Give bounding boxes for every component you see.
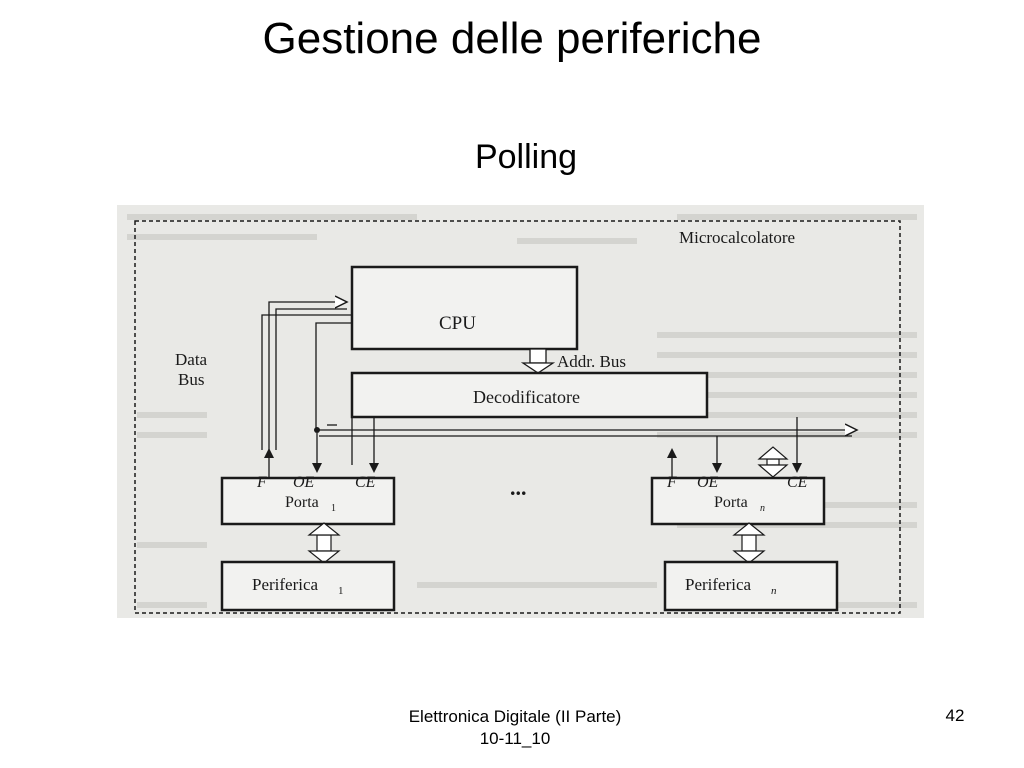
port1-ce-signal: CE: [355, 474, 376, 491]
periph1-name: Periferica: [252, 575, 319, 594]
footer-line-2: 10-11_10: [479, 729, 551, 748]
portn-subscript: n: [760, 503, 765, 514]
bus-label: Bus: [178, 370, 205, 389]
port1-f-signal: F: [257, 474, 267, 491]
addr-bus-label: Addr. Bus: [557, 352, 626, 371]
bus-junction: [314, 427, 320, 433]
portn-oe-signal: OE: [697, 474, 719, 491]
cpu-label: CPU: [439, 313, 476, 334]
page-number: 42: [945, 706, 965, 725]
data-label: Data: [175, 350, 208, 369]
periph1-subscript: 1: [338, 585, 344, 597]
cpu-block: [352, 267, 577, 349]
microcomputer-label: Microcalcolatore: [679, 228, 796, 247]
port1-oe-signal: OE: [293, 474, 315, 491]
slide-subtitle: Polling: [474, 138, 578, 176]
periphn-subscript: n: [771, 585, 777, 597]
ellipsis-label: ...: [510, 475, 527, 500]
footer-line-1: Elettronica Digitale (II Parte): [408, 707, 622, 726]
periphn-name: Periferica: [685, 575, 752, 594]
polling-diagram: [117, 205, 924, 618]
footer-course: [360, 706, 670, 750]
portn-name: Porta: [714, 494, 748, 511]
portn-f-signal: F: [667, 474, 677, 491]
decoder-label: Decodificatore: [473, 387, 580, 407]
port1-subscript: 1: [331, 503, 336, 514]
port1-name: Porta: [285, 494, 319, 511]
portn-ce-signal: CE: [787, 474, 808, 491]
slide-title: Gestione delle periferiche: [262, 14, 762, 63]
